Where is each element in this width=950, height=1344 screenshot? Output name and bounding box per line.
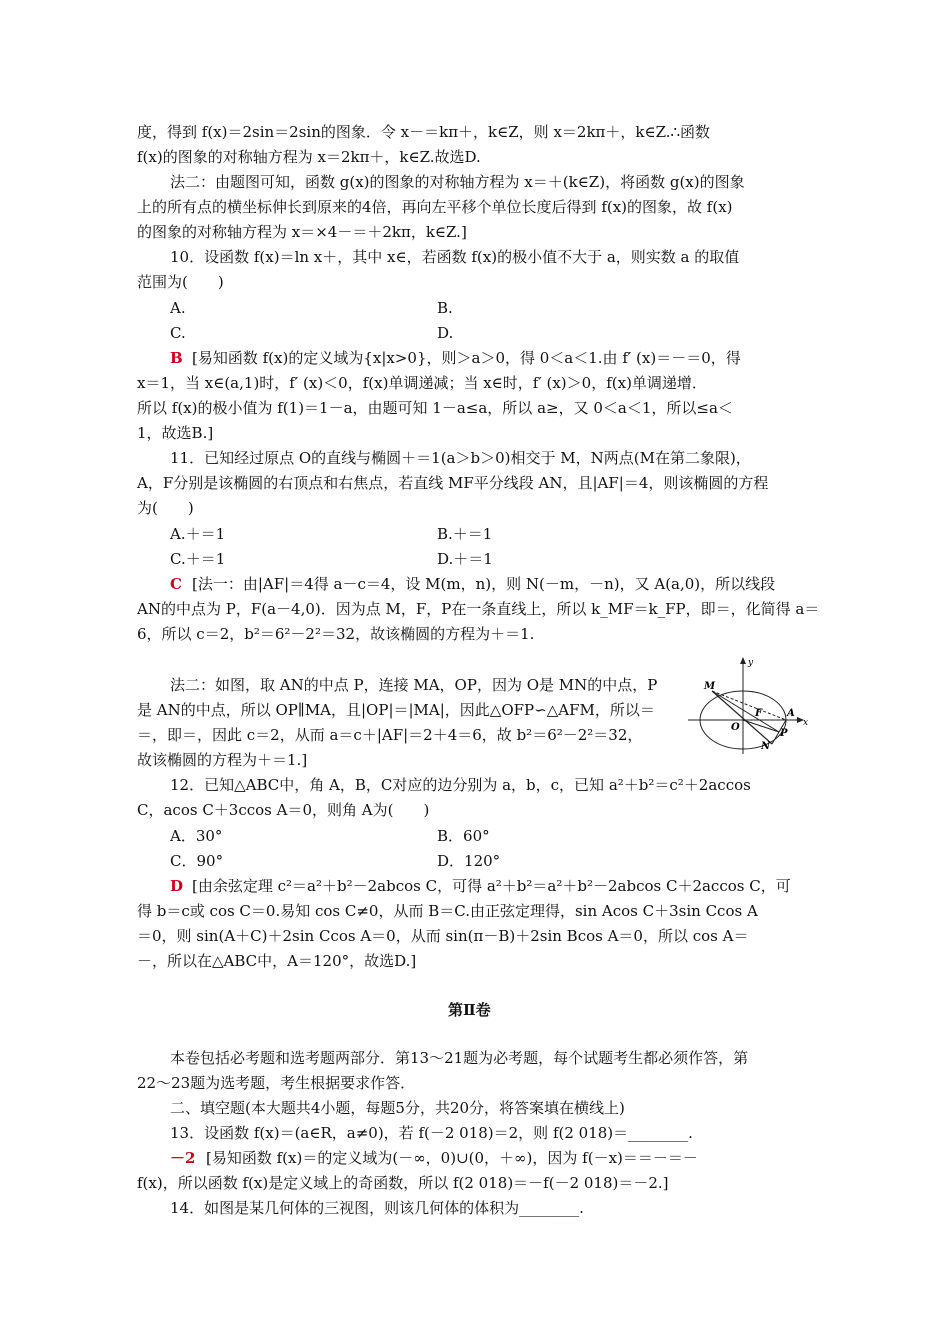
question-12: 12．已知△ABC中，角 A，B，C对应的边分别为 a，b，c，已知 a²＋b²＝c²＋2accos [170, 776, 751, 794]
text-line: AN的中点为 P，F(a－4,0)．因为点 M，F，P在一条直线上，所以 k_MF＝k_FP，即＝，化简得 a＝ [137, 600, 820, 618]
text-line: 所以 f(x)的极小值为 f(1)＝1－a，由题可知 1－a≤a，所以 a≥，又 0＜a＜1，所以≤a＜ [137, 399, 733, 417]
ellipse-figure [686, 656, 814, 756]
option-b: B.＋＝1 [437, 525, 493, 543]
text-line: ＝，即＝，因此 c＝2，从而 a＝c＋|AF|＝2＋4＝6，故 b²＝6²－2²＝32， [137, 726, 643, 744]
text-line: 上的所有点的横坐标伸长到原来的4倍，再向左平移个单位长度后得到 f(x)的图象，故 f(x) [137, 198, 733, 216]
text-line: 本卷包括必考题和选考题两部分．第13～21题为必考题，每个试题考生都必须作答，第 [170, 1049, 749, 1067]
option-c: C.＋＝1 [170, 550, 226, 568]
line-ma [712, 691, 786, 720]
question-11: 11．已知经过原点 O的直线与椭圆＋＝1(a＞b＞0)相交于 M，N两点(M在第二象限)， [170, 449, 751, 467]
option-c: C. [170, 324, 186, 342]
text-line: A，F分别是该椭圆的右顶点和右焦点，若直线 MF平分线段 AN，且|AF|＝4，则该椭圆的方程 [137, 474, 769, 492]
question-13: 13．设函数 f(x)＝(a∈R，a≠0)，若 f(－2 018)＝2，则 f(2 018)＝________. [170, 1124, 693, 1142]
answer-letter: D [170, 877, 184, 895]
label-p: P [780, 728, 788, 739]
text-line: C，acos C＋3ccos A＝0，则角 A为( ) [137, 801, 430, 819]
text-line: －，所以在△ABC中，A＝120°，故选D.] [137, 952, 417, 970]
text-line: 22～23题为选考题，考生根据要求作答． [137, 1074, 416, 1092]
text-line: 是 AN的中点，所以 OP∥MA，且|OP|＝|MA|，因此△OFP∽△AFM，所以＝ [137, 701, 655, 719]
text-line: 故该椭圆的方程为＋＝1.] [137, 751, 308, 769]
question-10: 10．设函数 f(x)＝ln x＋，其中 x∈，若函数 f(x)的极小值不大于 a，则实数 a 的取值 [170, 248, 740, 266]
option-d: D．120° [437, 852, 501, 870]
text-line: 法二：如图，取 AN的中点 P，连接 MA，OP，因为 O是 MN的中点，P [170, 676, 658, 694]
text-line: 的图象的对称轴方程为 x＝×4－＝＋2kπ，k∈Z.] [137, 223, 467, 241]
label-o: O [731, 722, 740, 733]
question-14: 14．如图是某几何体的三视图，则该几何体的体积为________. [170, 1199, 584, 1217]
option-a: A.＋＝1 [170, 525, 226, 543]
option-c: C．90° [170, 852, 224, 870]
text-line: x＝1，当 x∈(a,1)时，f′ (x)＜0，f(x)单调递减；当 x∈时，f′ (x)＞0，f(x)单调递增． [137, 374, 707, 392]
answer-letter: B [170, 349, 183, 367]
option-d: D.＋＝1 [437, 550, 493, 568]
option-a: A．30° [170, 827, 223, 845]
section-title: 第Ⅱ卷 [448, 1001, 491, 1019]
option-b: B．60° [437, 827, 490, 845]
line-op [743, 720, 779, 732]
label-m: M [704, 681, 716, 692]
section-heading: 二、填空题(本大题共4小题，每题5分，共20分，将答案填在横线上) [170, 1099, 625, 1117]
text-line: 6，所以 c＝2，b²＝6²－2²＝32，故该椭圆的方程为＋＝1. [137, 625, 535, 643]
text-line: [易知函数 f(x)的定义域为{x|x>0}，则＞a＞0，得 0＜a＜1.由 f′ (x)＝－＝0，得 [192, 349, 741, 367]
label-y: y [748, 658, 754, 668]
y-axis [740, 657, 746, 754]
text-line: [法一：由|AF|＝4得 a－c＝4，设 M(m，n)，则 N(－m，－n)，又 A(a,0)，所以线段 [192, 575, 776, 593]
label-f: F [755, 708, 763, 719]
option-a: A. [170, 299, 186, 317]
option-d: D. [437, 324, 454, 342]
label-n: N [761, 741, 771, 752]
answer-letter: C [170, 575, 182, 593]
text-line: 法二：由题图可知，函数 g(x)的图象的对称轴方程为 x＝＋(k∈Z)，将函数 g(x)的图象 [170, 173, 745, 191]
text-line: ＝0，则 sin(A＋C)＋2sin Ccos A＝0，从而 sin(π－B)＋2sin Bcos A＝0，所以 cos A＝ [137, 927, 749, 945]
text-line: [易知函数 f(x)＝的定义域为(－∞，0)∪(0，＋∞)，因为 f(－x)＝＝－＝－ [206, 1149, 698, 1167]
text-line: f(x)，所以函数 f(x)是定义域上的奇函数，所以 f(2 018)＝－f(－2 018)＝－2.] [137, 1174, 669, 1192]
label-x: x [803, 718, 809, 728]
text-line: f(x)的图象的对称轴方程为 x＝2kπ＋，k∈Z.故选D. [137, 148, 481, 166]
text-line: 得 b＝c或 cos C＝0.易知 cos C≠0，从而 B＝C.由正弦定理得，sin Acos C＋3sin Ccos A [137, 902, 758, 920]
option-b: B. [437, 299, 453, 317]
label-a: A [787, 708, 795, 719]
text-line: 1，故选B.] [137, 424, 214, 442]
answer-value: －2 [170, 1149, 196, 1167]
text-line: 范围为( ) [137, 273, 224, 291]
line-mn [712, 691, 772, 744]
text-line: 为( ) [137, 499, 194, 517]
text-line: 度，得到 f(x)＝2sin＝2sin的图象．令 x－＝kπ＋，k∈Z，则 x＝2kπ＋，k∈Z.∴函数 [137, 123, 711, 141]
text-line: [由余弦定理 c²＝a²＋b²－2abcos C，可得 a²＋b²＝a²＋b²－2abcos C＋2accos C，可 [192, 877, 791, 895]
